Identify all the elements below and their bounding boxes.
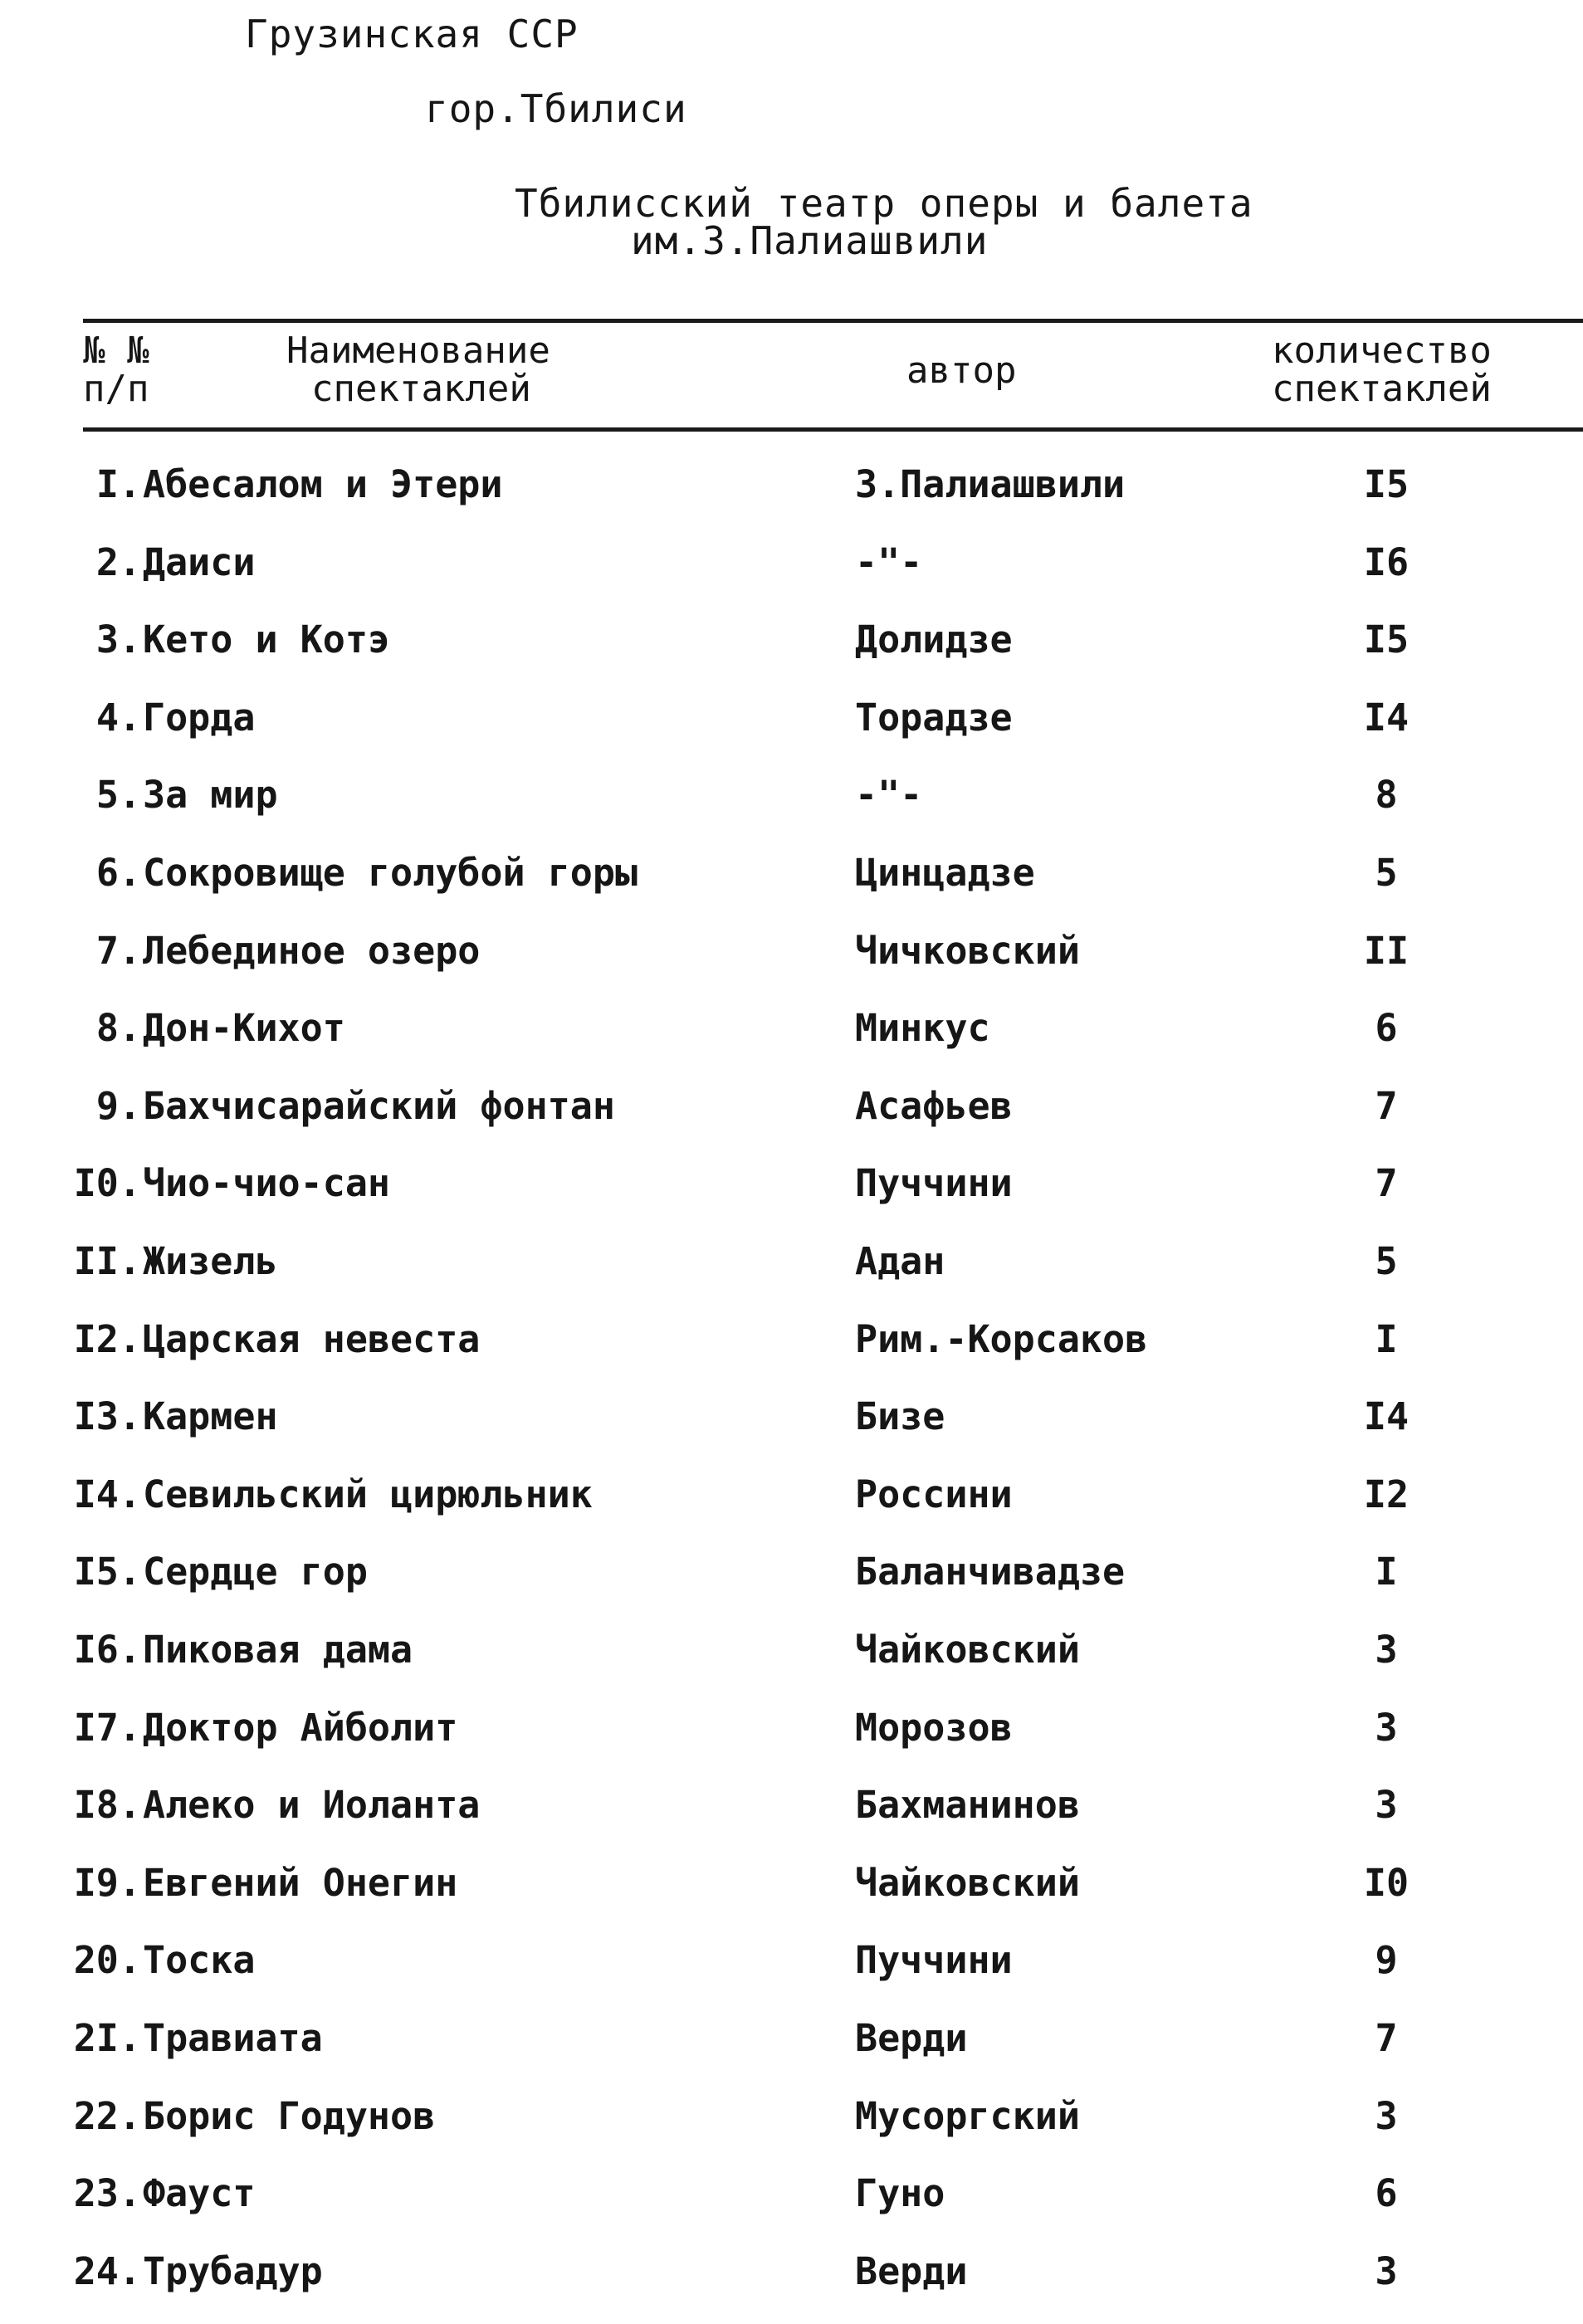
performance-count: I4 (1363, 696, 1410, 740)
performance-author: Цинцадзе (855, 851, 1035, 895)
row-number: I9. (73, 1861, 141, 1905)
performance-title: Чио-чио-сан (143, 1161, 391, 1205)
performance-count: 7 (1375, 1084, 1398, 1128)
column-header-title (286, 332, 550, 408)
performance-author: Пуччини (855, 1938, 1013, 1982)
performance-title: Жизель (143, 1239, 278, 1283)
performance-count: 3 (1375, 1783, 1398, 1827)
row-number: I4. (73, 1472, 141, 1516)
table-row (0, 599, 1583, 677)
performance-count: 6 (1375, 1006, 1398, 1050)
performance-title: Тоска (143, 1938, 256, 1982)
table-row (0, 522, 1583, 600)
performance-count: 7 (1375, 2016, 1398, 2060)
row-number: 6. (95, 851, 141, 895)
table-row (0, 1299, 1583, 1377)
table-row (0, 1454, 1583, 1532)
column-header-number-line1: № № (83, 330, 149, 372)
performance-author: Чайковский (855, 1628, 1080, 1672)
table-row (0, 1920, 1583, 1998)
performance-count: I2 (1363, 1472, 1410, 1516)
performance-author: Чичковский (855, 929, 1080, 973)
performance-title: Евгений Онегин (143, 1861, 458, 1905)
table-row (0, 1376, 1583, 1454)
table-row (0, 2076, 1583, 2154)
row-number: I5. (73, 1550, 141, 1594)
table-row (0, 1843, 1583, 1921)
performance-author: З.Палиашвили (855, 462, 1126, 506)
row-number: I0. (73, 1161, 141, 1205)
performance-count: 8 (1375, 773, 1398, 817)
column-header-author: автор (906, 349, 1017, 392)
performance-title: Пиковая дама (143, 1628, 413, 1672)
theatre-name-line2: им.З.Палиашвили (631, 218, 989, 263)
performance-title: Бахчисарайский фонтан (143, 1084, 615, 1128)
row-number: I. (95, 462, 141, 506)
row-number: II. (73, 1239, 141, 1283)
performance-count: I5 (1363, 618, 1410, 662)
performance-author: Минкус (855, 1006, 990, 1050)
table-row (0, 1531, 1583, 1609)
performance-author: Асафьев (855, 1084, 1013, 1128)
performance-author: Верди (855, 2249, 968, 2293)
performance-title: Царская невеста (143, 1317, 481, 1361)
row-number: I8. (73, 1783, 141, 1827)
table-row (0, 444, 1583, 522)
row-number: 23. (73, 2171, 141, 2215)
performance-author: Баланчивадзе (855, 1550, 1126, 1594)
performance-author: -"- (855, 540, 923, 584)
performance-author: Гуно (855, 2171, 945, 2215)
column-header-count (1272, 332, 1492, 408)
row-number: 4. (95, 696, 141, 740)
performance-count: I6 (1363, 540, 1410, 584)
performance-count: 6 (1375, 2171, 1398, 2215)
table-row (0, 1765, 1583, 1843)
performance-count: I4 (1363, 1394, 1410, 1438)
table-top-rule (83, 319, 1583, 323)
performance-title: Травиата (143, 2016, 323, 2060)
column-header-count-line1: количество (1272, 330, 1492, 372)
performance-author: Долидзе (855, 618, 1013, 662)
column-header-number-line2: п/п (83, 368, 149, 410)
performance-count: I (1375, 1317, 1398, 1361)
performance-title: Кето и Котэ (143, 618, 391, 662)
row-number: 7. (95, 929, 141, 973)
table-row (0, 677, 1583, 755)
performance-count: 9 (1375, 1938, 1398, 1982)
row-number: I6. (73, 1628, 141, 1672)
performance-count: 7 (1375, 1161, 1398, 1205)
column-header-title-line1: Наименование (286, 330, 550, 372)
table-row (0, 2231, 1583, 2309)
performance-title: Севильский цирюльник (143, 1472, 593, 1516)
row-number: 9. (95, 1084, 141, 1128)
performance-author: Чайковский (855, 1861, 1080, 1905)
performance-title: Кармен (143, 1394, 278, 1438)
performance-title: Горда (143, 696, 256, 740)
performance-author: Торадзе (855, 696, 1013, 740)
table-row (0, 911, 1583, 989)
table-row (0, 1143, 1583, 1221)
row-number: 22. (73, 2094, 141, 2138)
performance-author: Морозов (855, 1706, 1013, 1750)
performance-count: I (1375, 1550, 1398, 1594)
row-number: 3. (95, 618, 141, 662)
republic-heading: Грузинская ССР (245, 12, 579, 56)
table-row (0, 1998, 1583, 2076)
row-number: I3. (73, 1394, 141, 1438)
row-number: 2I. (73, 2016, 141, 2060)
table-row (0, 2153, 1583, 2231)
performance-count: 3 (1375, 2249, 1398, 2293)
performance-title: Фауст (143, 2171, 256, 2215)
performance-count: I0 (1363, 1861, 1410, 1905)
performance-author: Мусоргский (855, 2094, 1080, 2138)
performance-count: II (1363, 929, 1410, 973)
table-row (0, 832, 1583, 911)
performance-title: Алеко и Иоланта (143, 1783, 481, 1827)
performance-author: Бахманинов (855, 1783, 1080, 1827)
column-header-count-line2: спектаклей (1272, 368, 1492, 410)
table-row (0, 1609, 1583, 1687)
row-number: I7. (73, 1706, 141, 1750)
column-header-number (83, 332, 149, 408)
performance-author: Адан (855, 1239, 945, 1283)
row-number: 2. (95, 540, 141, 584)
performance-count: I5 (1363, 462, 1410, 506)
performance-author: Россини (855, 1472, 1013, 1516)
row-number: 8. (95, 1006, 141, 1050)
performance-title: Сердце гор (143, 1550, 368, 1594)
performance-author: -"- (855, 773, 923, 817)
column-header-title-line2: спектаклей (311, 368, 531, 410)
table-row (0, 1687, 1583, 1765)
performance-author: Бизе (855, 1394, 945, 1438)
row-number: I2. (73, 1317, 141, 1361)
performance-count: 3 (1375, 1628, 1398, 1672)
row-number: 24. (73, 2249, 141, 2293)
table-row (0, 1066, 1583, 1144)
performance-title: Трубадур (143, 2249, 323, 2293)
performance-title: Лебединое озеро (143, 929, 481, 973)
row-number: 20. (73, 1938, 141, 1982)
performance-count: 3 (1375, 2094, 1398, 2138)
performance-title: Даиси (143, 540, 256, 584)
city-heading: гор.Тбилиси (425, 86, 687, 131)
performance-title: За мир (143, 773, 278, 817)
performance-author: Рим.-Корсаков (855, 1317, 1148, 1361)
performance-title: Абесалом и Этери (143, 462, 503, 506)
row-number: 5. (95, 773, 141, 817)
performance-title: Доктор Айболит (143, 1706, 458, 1750)
performance-count: 5 (1375, 851, 1398, 895)
performance-author: Пуччини (855, 1161, 1013, 1205)
performance-count: 5 (1375, 1239, 1398, 1283)
table-row (0, 754, 1583, 832)
performance-title: Сокровище голубой горы (143, 851, 638, 895)
performance-title: Борис Годунов (143, 2094, 436, 2138)
table-header-rule (83, 427, 1583, 432)
table-row (0, 1221, 1583, 1299)
table-row (0, 988, 1583, 1066)
performance-title: Дон-Кихот (143, 1006, 345, 1050)
performance-author: Верди (855, 2016, 968, 2060)
theatre-name-line1: Тбилисский театр оперы и балета (515, 181, 1253, 226)
performance-count: 3 (1375, 1706, 1398, 1750)
